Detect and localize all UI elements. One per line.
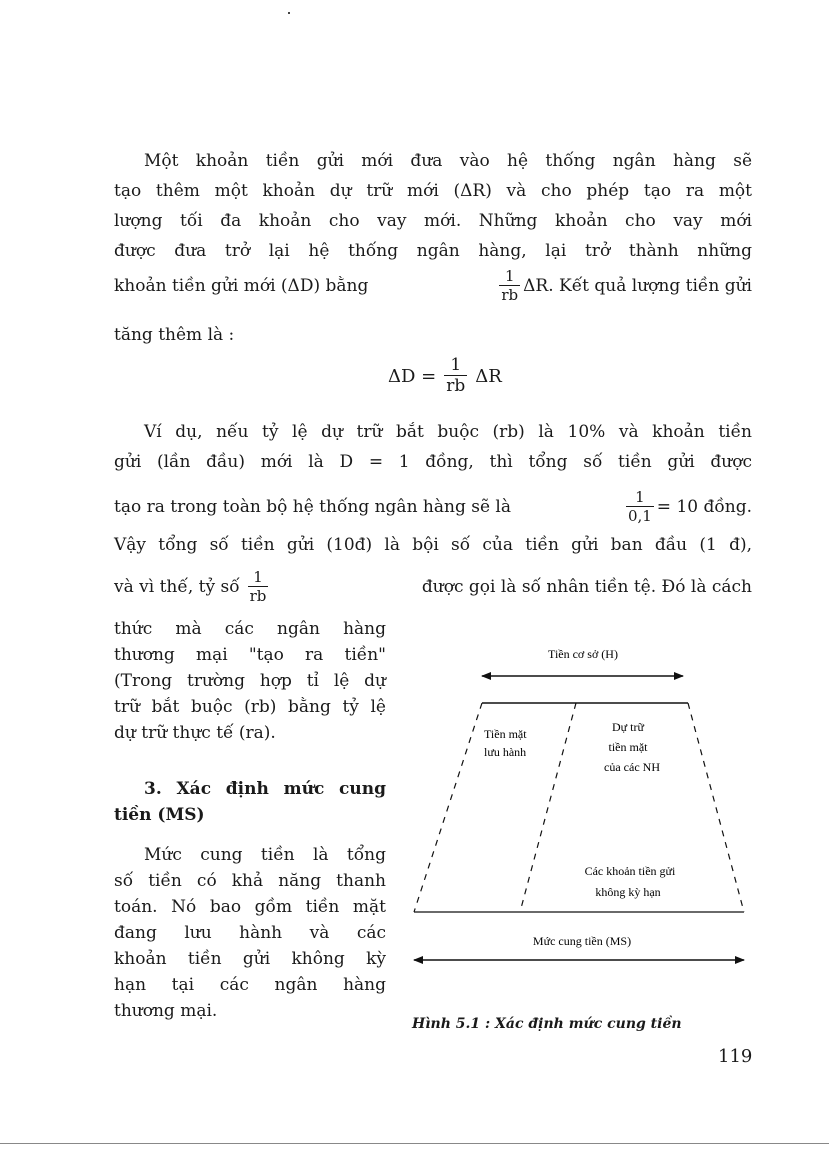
section-title-line: 3. Xác định mức cung [144, 779, 386, 799]
text-segment: được gọi là số nhân tiền tệ. Đó là cách [421, 577, 752, 597]
text-line: khoản tiền gửi không kỳ [114, 949, 386, 969]
fraction-numerator: 1 [253, 568, 263, 586]
left-column-text [114, 616, 386, 746]
equation-lhs: ΔD = [388, 365, 437, 387]
text-line: Ví dụ, nếu tỷ lệ dự trữ bắt buộc (rb) là 10% và khoản tiền [144, 422, 752, 442]
text-line: toán. Nó bao gồm tiền mặt [114, 897, 386, 917]
fraction-numerator: 1 [450, 355, 462, 375]
fraction-numerator: 1 [504, 267, 515, 285]
paragraph-1-last-line [114, 320, 752, 350]
fraction-denominator: rb [249, 587, 267, 605]
text-line: lượng tối đa khoản cho vay mới. Những khoản cho vay mới [114, 211, 752, 231]
text-line: tạo thêm một khoản dự trữ mới (ΔR) và cho phép tạo ra một [114, 181, 752, 201]
reserve-label-line-2: tiền mặt [608, 740, 648, 754]
text-line: thức mà các ngân hàng [114, 619, 386, 639]
paragraph-2-formula-line [114, 482, 752, 532]
text-segment: tạo ra trong toàn bộ hệ thống ngân hàng sẽ là [114, 497, 512, 517]
stray-mark [288, 12, 290, 14]
equation [388, 357, 502, 395]
deposit-label-line-1: Các khoản tiền gửi [584, 864, 676, 878]
text-line: dự trữ thực tế (ra). [114, 723, 276, 743]
text-segment: và vì thế, tỷ số [114, 577, 240, 597]
diagram-right-edge [688, 703, 744, 912]
deposit-label-line-2: không kỳ hạn [595, 885, 661, 899]
fraction-denominator: rb [501, 286, 519, 304]
money-supply-label: Mức cung tiền (MS) [532, 934, 632, 948]
fraction-denominator: rb [446, 376, 466, 396]
fraction-numerator: 1 [635, 488, 645, 506]
money-supply-diagram [400, 640, 760, 970]
equation-rhs: ΔR [475, 365, 502, 387]
fraction [626, 490, 654, 524]
figure-caption: Hình 5.1 : Xác định mức cung tiền [412, 1016, 682, 1032]
fraction [248, 570, 269, 604]
cash-label-line-2: lưu hành [484, 745, 527, 759]
fraction [499, 269, 520, 303]
paragraph-2-line-4 [114, 530, 752, 560]
cash-label-line-1: Tiền mặt [484, 727, 527, 741]
page-number: 119 [718, 1046, 753, 1067]
paragraph-2-ratio-line [114, 562, 752, 612]
paragraph-1-formula-line [114, 264, 752, 308]
reserve-label-line-3: của các NH [604, 760, 660, 774]
text-line: được đưa trở lại hệ thống ngân hàng, lại trở thành những [114, 241, 752, 261]
monetary-base-label: Tiền cơ sở (H) [548, 647, 618, 661]
text-line: hạn tại các ngân hàng [114, 975, 386, 995]
text-segment: khoản tiền gửi mới (ΔD) bằng [114, 276, 369, 296]
text-line: tăng thêm là : [114, 325, 235, 345]
text-line: Vậy tổng số tiền gửi (10đ) là bội số của tiền gửi ban đầu (1 đ), [114, 535, 752, 555]
diagram-left-edge [414, 703, 482, 912]
page-bottom-rule [0, 1143, 829, 1144]
text-line: số tiền có khả năng thanh [114, 871, 386, 891]
text-line: gửi (lần đầu) mới là D = 1 đồng, thì tổng số tiền gửi được [114, 452, 752, 472]
paragraph-1 [114, 146, 752, 266]
text-line: thương mại "tạo ra tiền" [114, 645, 386, 665]
text-segment: ΔR. Kết quả lượng tiền gửi [523, 276, 752, 296]
left-column-text-2 [114, 842, 386, 1024]
fraction-denominator: 0,1 [627, 507, 652, 525]
text-line: Mức cung tiền là tổng [144, 845, 386, 865]
paragraph-2 [114, 417, 752, 477]
section-title-line: tiền (MS) [114, 805, 205, 825]
text-line: đang lưu hành và các [114, 923, 386, 943]
reserve-label-line-1: Dự trữ [611, 720, 645, 734]
text-line: Một khoản tiền gửi mới đưa vào hệ thống ngân hàng sẽ [144, 151, 752, 171]
text-line: trữ bắt buộc (rb) bằng tỷ lệ [114, 697, 386, 717]
diagram-divider [520, 703, 576, 912]
text-line: thương mại. [114, 1001, 218, 1021]
equation-fraction [444, 357, 467, 395]
section-heading [114, 776, 386, 828]
text-line: (Trong trường hợp tỉ lệ dự [114, 671, 386, 691]
text-segment: = 10 đồng. [656, 497, 752, 517]
